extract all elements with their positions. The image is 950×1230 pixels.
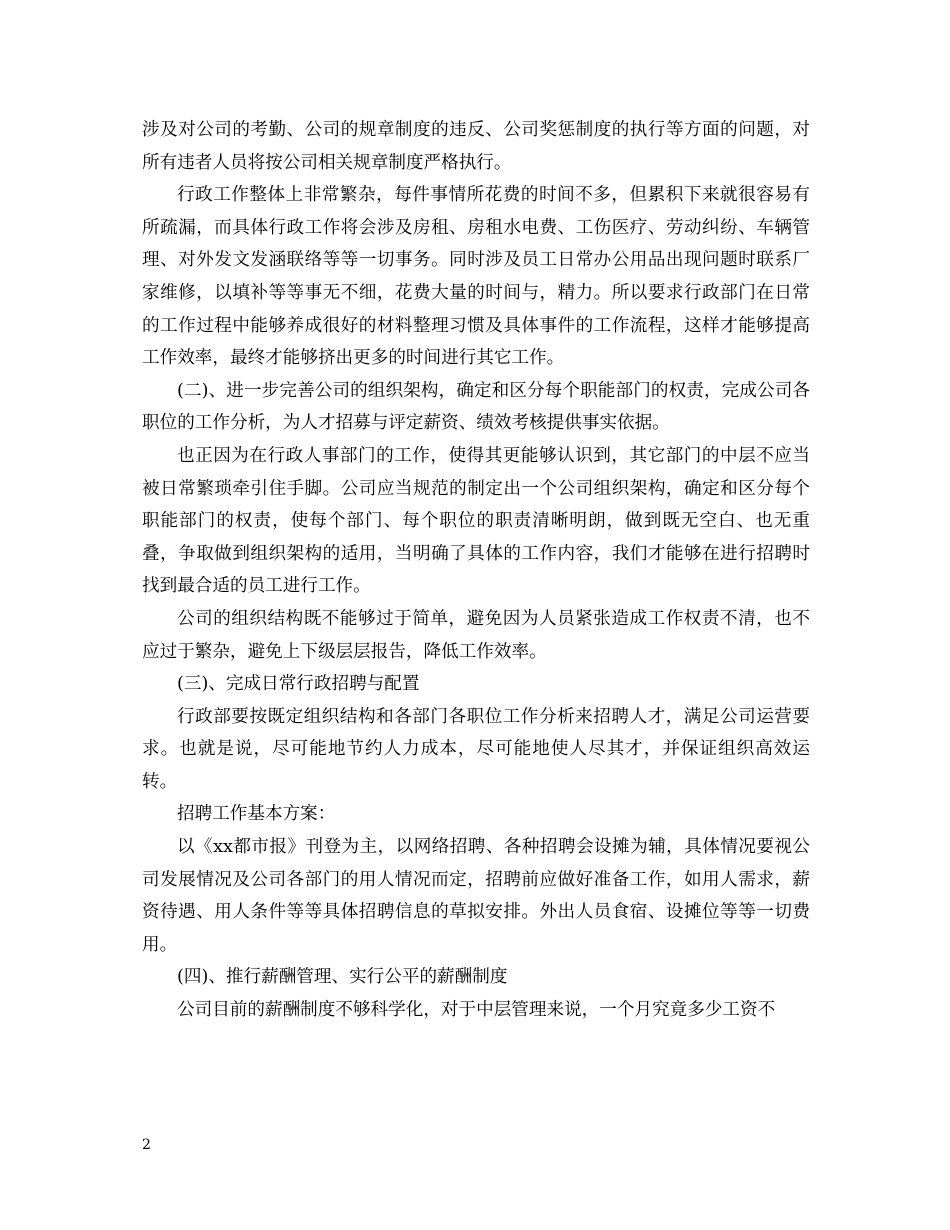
paragraph: 招聘工作基本方案： [177,804,336,825]
paragraph: 公司的组织结构既不能够过于简单，避免因为人员紧张造成工作权责不清，也不应过于繁杂，避免上下级层层报告，降低工作效率。 [142,608,810,662]
document-body [142,114,810,1027]
paragraph: 行政部要按既定组织结构和各部门各职位工作分析来招聘人才，满足公司运营要求。也就是说，尽可能地节约人力成本，尽可能地使人尽其才，并保证组织高效运转。 [142,706,810,792]
section-heading: (三)、完成日常行政招聘与配置 [177,674,420,695]
paragraph: 公司目前的薪酬制度不够科学化，对于中层管理来说，一个月究竟多少工资不 [177,1000,776,1021]
paragraph: 以《xx都市报》刊登为主，以网络招聘、各种招聘会设摊为辅，具体情况要视公司发展情况及公司各部门的用人情况而定，招聘前应做好准备工作，如用人需求，薪资待遇、用人条件等等具体招聘信息的草拟安排。外出人员食宿、设摊位等等一切费用。 [142,837,810,955]
section-heading: (二)、进一步完善公司的组织架构，确定和区分每个职能部门的权责，完成公司各职位的工作分析，为人才招募与评定薪资、绩效考核提供事实依据。 [142,380,810,434]
paragraph: 也正因为在行政人事部门的工作，使得其更能够认识到，其它部门的中层不应当被日常繁琐牵引住手脚。公司应当规范的制定出一个公司组织架构，确定和区分每个职能部门的权责，使每个部门、每个职位的职责清晰明朗，做到既无空白、也无重叠，争取做到组织架构的适用，当明确了具体的工作内容，我们才能够在进行招聘时找到最合适的员工进行工作。 [142,445,810,597]
section-heading: (四)、推行薪酬管理、实行公平的薪酬制度 [177,967,508,988]
paragraph: 涉及对公司的考勤、公司的规章制度的违反、公司奖惩制度的执行等方面的问题，对所有违者人员将按公司相关规章制度严格执行。 [142,120,810,173]
page-number: 2 [142,1137,151,1153]
paragraph: 行政工作整体上非常繁杂，每件事情所花费的时间不多，但累积下来就很容易有所疏漏，而具体行政工作将会涉及房租、房租水电费、工伤医疗、劳动纠纷、车辆管理、对外发文发涵联络等等一切事务。同时涉及员工日常办公用品出现问题时联系厂家维修，以填补等等事无不细，花费大量的时间与，精力。所以要求行政部门在日常的工作过程中能够养成很好的材料整理习惯及具体事件的工作流程，这样才能够提高工作效率，最终才能够挤出更多的时间进行其它工作。 [142,185,810,369]
